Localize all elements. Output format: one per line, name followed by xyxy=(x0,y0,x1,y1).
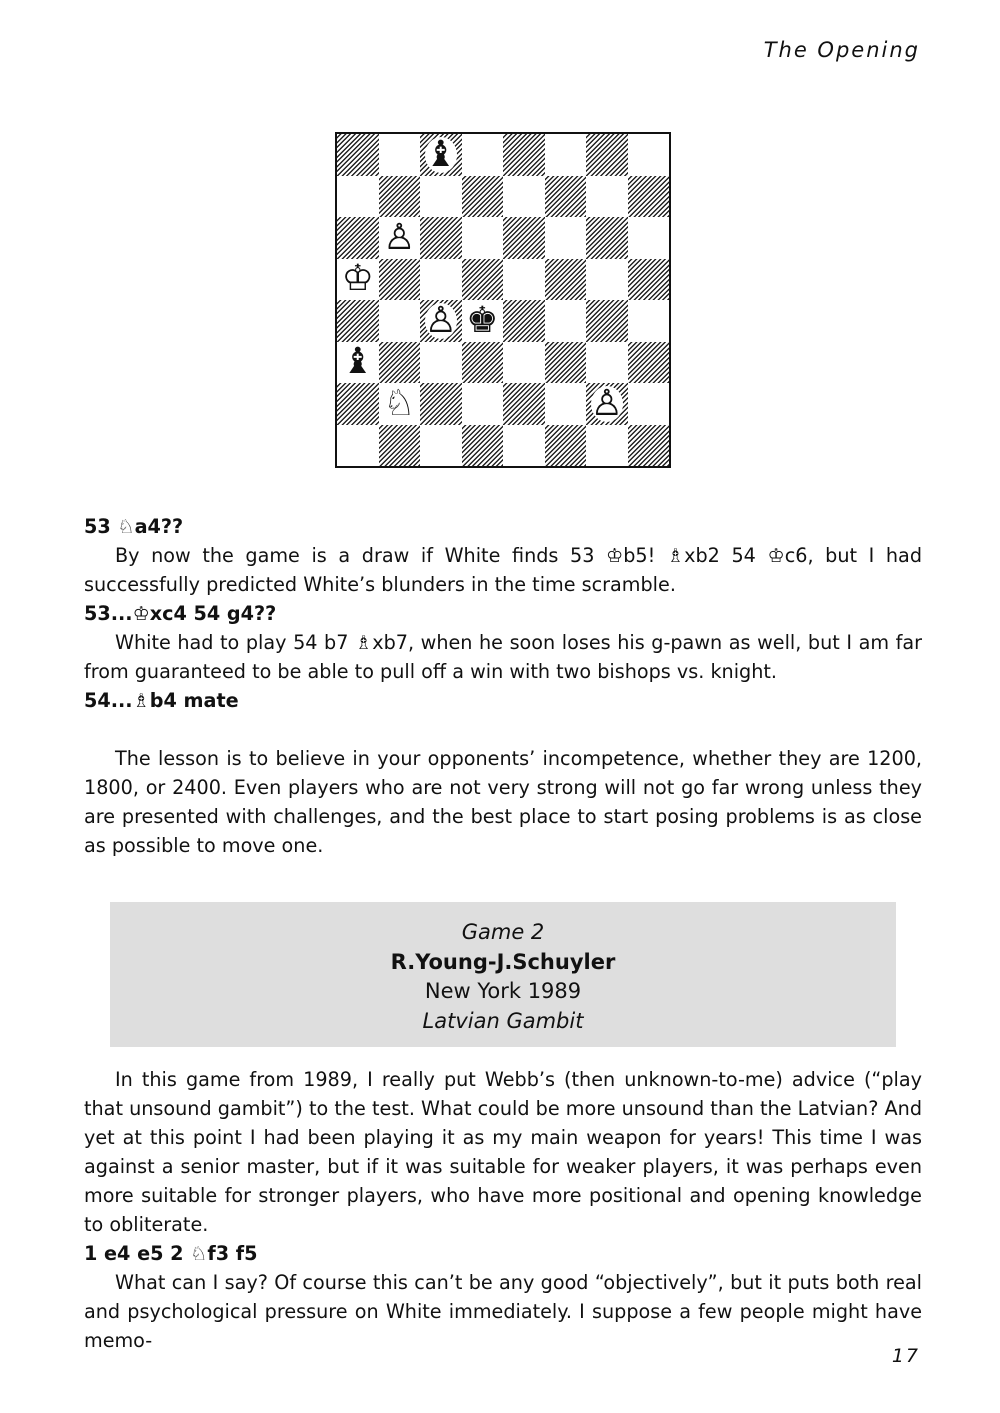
square-g7 xyxy=(586,176,628,218)
square-a8 xyxy=(337,134,379,176)
white-pawn-icon: ♙ xyxy=(590,382,623,424)
piece-d4 xyxy=(462,300,504,342)
square-b3 xyxy=(379,342,421,384)
piece-g2 xyxy=(586,383,628,425)
square-b2 xyxy=(379,383,421,425)
square-e2 xyxy=(503,383,545,425)
page-number: 17 xyxy=(891,1345,920,1367)
chess-diagram xyxy=(335,132,671,468)
game-number: Game 2 xyxy=(461,920,545,944)
square-g1 xyxy=(586,425,628,467)
black-king-icon: ♚ xyxy=(466,299,499,341)
square-b6 xyxy=(379,217,421,259)
square-h5 xyxy=(628,259,670,301)
square-b4 xyxy=(379,300,421,342)
black-bishop-icon: ♝ xyxy=(424,133,457,175)
square-f4 xyxy=(545,300,587,342)
square-f3 xyxy=(545,342,587,384)
square-d3 xyxy=(462,342,504,384)
move-line: 53...♔xc4 54 g4?? xyxy=(84,602,277,625)
move-line: 53 ♘a4?? xyxy=(84,515,184,538)
lesson-section xyxy=(84,744,922,860)
square-a7 xyxy=(337,176,379,218)
square-e3 xyxy=(503,342,545,384)
square-d6 xyxy=(462,217,504,259)
move-comment: White had to play 54 b7 ♗xb7, when he soon loses his g-pawn as well, but I am far from guaranteed to be able to pull off a win with two bishops vs. knight. xyxy=(84,631,922,683)
square-c2 xyxy=(420,383,462,425)
square-e6 xyxy=(503,217,545,259)
square-c1 xyxy=(420,425,462,467)
square-f2 xyxy=(545,383,587,425)
square-d8 xyxy=(462,134,504,176)
lesson-paragraph: The lesson is to believe in your opponents’ incompetence, whether they are 1200, 1800, or 2400. Even players who are not very strong will not go far wrong unless they are presented with challenges, and the best place to start posing problems is as close as possible to move one. xyxy=(84,747,922,857)
square-c4 xyxy=(420,300,462,342)
square-f1 xyxy=(545,425,587,467)
square-h1 xyxy=(628,425,670,467)
game-event: New York 1989 xyxy=(424,979,582,1003)
square-g2 xyxy=(586,383,628,425)
white-king-icon: ♔ xyxy=(341,258,374,300)
square-h8 xyxy=(628,134,670,176)
move-line: 1 e4 e5 2 ♘f3 f5 xyxy=(84,1242,258,1265)
piece-c8 xyxy=(420,134,462,176)
piece-c4 xyxy=(420,300,462,342)
square-g8 xyxy=(586,134,628,176)
game-intro-paragraph: In this game from 1989, I really put Webb’s (then unknown-to-me) advice (“play that unsound gambit”) to the test. What could be more unsound than the Latvian? And yet at this point I had been playing it as my main weapon for years! This time I was against a senior master, but if it was suitable for weaker players, it was perhaps even more suitable for stronger players, who have more positional and opening knowledge to obliterate. xyxy=(84,1068,922,1236)
piece-a3 xyxy=(337,342,379,384)
game-header-box xyxy=(110,902,896,1047)
square-a1 xyxy=(337,425,379,467)
square-d2 xyxy=(462,383,504,425)
square-c3 xyxy=(420,342,462,384)
square-a6 xyxy=(337,217,379,259)
square-g6 xyxy=(586,217,628,259)
square-c5 xyxy=(420,259,462,301)
game-players: R.Young-J.Schuyler xyxy=(390,949,616,974)
game-opening: Latvian Gambit xyxy=(422,1008,584,1033)
square-c6 xyxy=(420,217,462,259)
square-a5 xyxy=(337,259,379,301)
square-h4 xyxy=(628,300,670,342)
square-e4 xyxy=(503,300,545,342)
square-h7 xyxy=(628,176,670,218)
square-h3 xyxy=(628,342,670,384)
running-head: The Opening xyxy=(763,38,920,62)
square-g3 xyxy=(586,342,628,384)
game2-section xyxy=(84,1065,922,1355)
square-a3 xyxy=(337,342,379,384)
square-c8 xyxy=(420,134,462,176)
square-e1 xyxy=(503,425,545,467)
square-h6 xyxy=(628,217,670,259)
move-comment: By now the game is a draw if White finds 53 ♔b5! ♗xb2 54 ♔c6, but I had successfully predicted White’s blunders in the time scramble. xyxy=(84,544,922,596)
square-g5 xyxy=(586,259,628,301)
piece-b6 xyxy=(379,217,421,259)
square-f8 xyxy=(545,134,587,176)
square-d7 xyxy=(462,176,504,218)
white-pawn-icon: ♙ xyxy=(383,216,416,258)
square-b7 xyxy=(379,176,421,218)
square-e8 xyxy=(503,134,545,176)
move-comment: What can I say? Of course this can’t be any good “objectively”, but it puts both real and psychological pressure on White immediately. I suppose a few people might have memo- xyxy=(84,1271,922,1352)
square-h2 xyxy=(628,383,670,425)
square-b1 xyxy=(379,425,421,467)
square-e5 xyxy=(503,259,545,301)
square-d1 xyxy=(462,425,504,467)
square-f7 xyxy=(545,176,587,218)
white-knight-icon: ♘ xyxy=(383,382,416,424)
black-bishop-icon: ♝ xyxy=(341,341,374,383)
square-e7 xyxy=(503,176,545,218)
square-g4 xyxy=(586,300,628,342)
piece-b2 xyxy=(379,383,421,425)
square-f5 xyxy=(545,259,587,301)
square-d4 xyxy=(462,300,504,342)
square-b8 xyxy=(379,134,421,176)
move-line: 54...♗b4 mate xyxy=(84,689,239,712)
square-b5 xyxy=(379,259,421,301)
square-d5 xyxy=(462,259,504,301)
square-f6 xyxy=(545,217,587,259)
piece-a5 xyxy=(337,259,379,301)
square-c7 xyxy=(420,176,462,218)
square-a2 xyxy=(337,383,379,425)
chess-board xyxy=(337,134,669,466)
white-pawn-icon: ♙ xyxy=(424,299,457,341)
square-a4 xyxy=(337,300,379,342)
annotation-section xyxy=(84,512,922,715)
